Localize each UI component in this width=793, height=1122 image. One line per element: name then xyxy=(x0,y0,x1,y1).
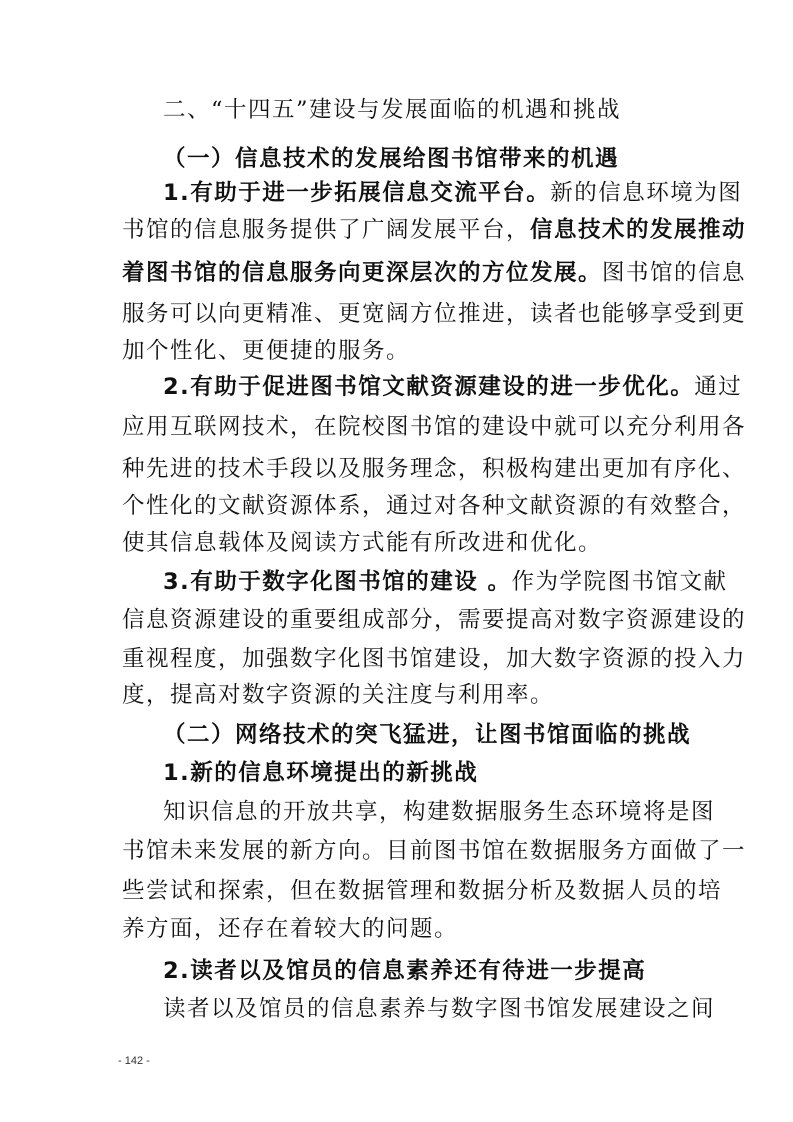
paragraph-4-line-3: 些尝试和探索，但在数据管理和数据分析及数据人员的培 xyxy=(122,878,723,904)
paragraph-3-line-1 xyxy=(163,564,728,600)
point-3-title: 3.有助于数字化图书馆的建设 。 xyxy=(163,569,512,595)
paragraph-1-line-4: 服务可以向更精准、更宽阔方位推进，读者也能够享受到更 xyxy=(122,301,747,327)
subsection-2-point-1-title: 1.新的信息环境提出的新挑战 xyxy=(163,760,479,786)
paragraph-4-line-2: 书馆未来发展的新方向。目前图书馆在数据服务方面做了一 xyxy=(122,838,747,864)
paragraph-5-line-1: 读者以及馆员的信息素养与数字图书馆发展建设之间 xyxy=(163,996,716,1022)
paragraph-3-line-3: 重视程度，加强数字化图书馆建设，加大数字资源的投入力 xyxy=(122,646,747,672)
paragraph-1-line-1 xyxy=(163,175,743,211)
page-number: - 142 - xyxy=(118,1055,150,1067)
paragraph-2-line-5: 使其信息载体及阅读方式能有所改进和优化。 xyxy=(122,530,603,556)
paragraph-4-line-1: 知识信息的开放共享，构建数据服务生态环境将是图 xyxy=(163,799,716,825)
paragraph-1-emphasis: 信息技术的发展推动 xyxy=(530,217,747,243)
point-1-title: 1.有助于进一步拓展信息交流平台。 xyxy=(163,180,551,206)
paragraph-3-text: 作为学院图书馆文献 xyxy=(511,569,728,595)
paragraph-3-line-4: 度，提高对数字资源的关注度与利用率。 xyxy=(122,682,555,708)
paragraph-2-line-3: 种先进的技术手段以及服务理念，积极构建出更加有序化、 xyxy=(122,456,747,482)
paragraph-1-text: 新的信息环境为图 xyxy=(550,180,743,206)
section-heading: 二、“十四五”建设与发展面临的机遇和挑战 xyxy=(163,97,622,123)
paragraph-2-text: 通过 xyxy=(694,374,743,400)
paragraph-2-line-1 xyxy=(163,369,743,405)
point-2-title: 2.有助于促进图书馆文献资源建设的进一步优化。 xyxy=(163,374,695,400)
paragraph-2-line-2: 应用互联网技术，在院校图书馆的建设中就可以充分利用各 xyxy=(122,414,747,440)
paragraph-1-line-5: 加个性化、更便捷的服务。 xyxy=(122,338,411,364)
paragraph-3-line-2: 信息资源建设的重要组成部分，需要提高对数字资源建设的 xyxy=(122,607,747,633)
subsection-2-point-2-title: 2.读者以及馆员的信息素养还有待进一步提高 xyxy=(163,958,647,984)
paragraph-2-line-4: 个性化的文献资源体系，通过对各种文献资源的有效整合， xyxy=(122,493,747,519)
subsection-heading-2: （二）网络技术的突飞猛进，让图书馆面临的挑战 xyxy=(163,722,692,748)
paragraph-1-line-3 xyxy=(122,255,747,291)
subsection-heading-1: （一）信息技术的发展给图书馆带来的机遇 xyxy=(163,146,620,172)
paragraph-1-text: 图书馆的信息 xyxy=(602,260,747,286)
paragraph-1-emphasis: 着图书馆的信息服务向更深层次的方位发展。 xyxy=(122,260,603,286)
paragraph-1-line-2 xyxy=(122,212,747,248)
paragraph-1-text: 书馆的信息服务提供了广阔发展平台， xyxy=(122,217,531,243)
paragraph-4-line-4: 养方面，还存在着较大的问题。 xyxy=(122,916,459,942)
